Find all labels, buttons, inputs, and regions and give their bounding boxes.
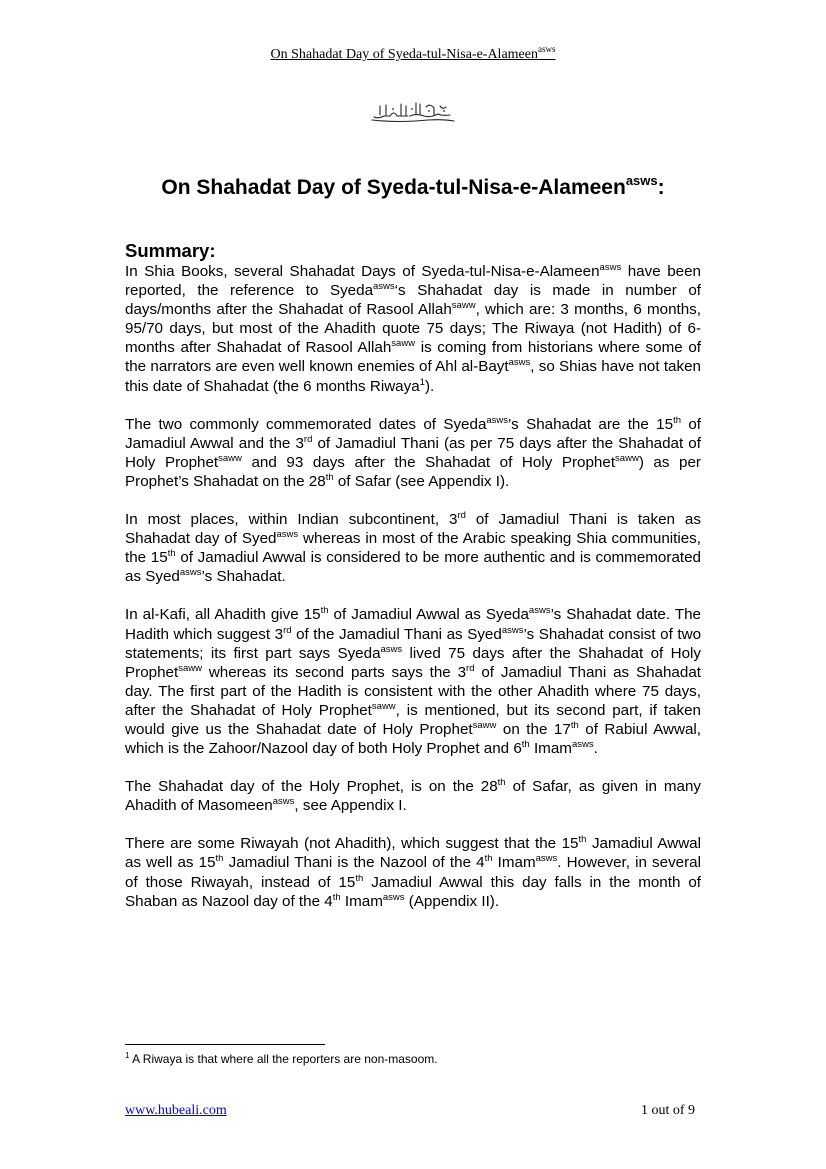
text-run: of Jamadiul Awwal and the 3 (125, 415, 701, 452)
title-sup: asws (625, 173, 658, 188)
superscript: th (578, 834, 587, 846)
superscript: saww (451, 300, 476, 312)
superscript: th (521, 739, 530, 751)
text-run: ’s Shahadat consist of two statements; its first part says Syeda (125, 625, 702, 662)
running-header (0, 44, 826, 63)
body-paragraph (125, 605, 701, 758)
text-run: ). (424, 377, 435, 395)
superscript: th (167, 548, 176, 560)
superscript: saww (472, 719, 497, 731)
superscript: asws (599, 262, 622, 273)
superscript: asws (501, 624, 524, 636)
text-run: Jamadiul Thani is the Nazool of the 4 (223, 854, 485, 872)
superscript: rd (283, 624, 292, 636)
superscript: th (325, 471, 334, 483)
superscript: asws (179, 567, 202, 579)
superscript: asws (486, 414, 509, 426)
footnote-divider (125, 1044, 325, 1045)
text-run: Imam (340, 892, 383, 910)
body-paragraph (125, 777, 701, 815)
text-run: whereas its second parts says the 3 (201, 663, 467, 681)
text-run: , see Appendix I. (294, 797, 407, 815)
superscript: asws (528, 605, 551, 617)
text-run: of the Jamadiul Thani as Syed (291, 625, 502, 643)
website-link[interactable]: www.hubeali.com (125, 1103, 227, 1118)
summary-paragraphs (125, 262, 701, 911)
running-header-sup: asws (537, 44, 556, 54)
text-run: . (593, 740, 598, 758)
text-run: There are some Riwayah (not Ahadith), which suggest that the 15 (125, 835, 579, 853)
superscript: th (215, 853, 224, 865)
text-run: ’s Shahadat are the 15 (508, 415, 674, 433)
text-run: . However, in several of those Riwayah, instead of 15 (125, 854, 701, 891)
superscript: asws (272, 796, 295, 808)
text-run: Jamadiul Awwal as well as 15 (125, 835, 701, 872)
body-paragraph (125, 262, 701, 396)
text-run: , so Shias have not taken this date of Shahadat (the 6 months Riwaya (125, 358, 701, 395)
text-run: of Jamadiul Awwal is considered to be more authentic and is commemorated as Syed (125, 549, 701, 586)
title-text: On Shahadat Day of Syeda-tul-Nisa-e-Alameen (161, 176, 626, 199)
text-run: In Shia Books, several Shahadat Days of Syeda-tul-Nisa-e-Alameen (125, 263, 600, 280)
summary-heading: Summary: (125, 240, 216, 261)
page-number: 1 out of 9 (640, 1103, 695, 1118)
body-paragraph (125, 415, 701, 491)
superscript: 1 (419, 376, 425, 388)
document-title (0, 173, 826, 200)
text-run: and 93 days after the Shahadat of Holy Prophet (241, 453, 616, 471)
text-run: Jamadiul Awwal this day falls in the month of Shaban as Nazool day of the 4 (125, 873, 701, 910)
superscript: saww (615, 452, 639, 464)
text-run: ’s Shahadat. (201, 568, 286, 586)
superscript: rd (466, 662, 475, 674)
text-run: Imam (529, 740, 572, 758)
text-run: of Safar, as given in many Ahadith of Masomeen (125, 778, 701, 815)
text-run: of Rabiul Awwal, which is the Zahoor/Nazool day of both Holy Prophet and 6 (125, 720, 701, 758)
text-run: The two commonly commemorated dates of Syeda (125, 415, 487, 433)
text-run: of Jamadiul Thani (as per 75 days after the Shahadat of Holy Prophet (125, 434, 701, 471)
text-run: Imam (492, 854, 536, 872)
text-run: In al-Kafi, all Ahadith give 15 (125, 606, 321, 624)
text-run: have been reported, the reference to Syeda (125, 263, 701, 300)
running-header-text: On Shahadat Day of Syeda-tul-Nisa-e-Alameen (270, 47, 538, 62)
text-run: ’s Shahadat date. The Hadith which suggest 3 (125, 606, 702, 643)
body-paragraph (125, 834, 701, 910)
superscript: th (355, 872, 364, 884)
superscript: saww (391, 338, 416, 350)
footnote-text: A Riwaya is that where all the reporters are non-masoom. (129, 1052, 438, 1066)
text-run: of Safar (see Appendix I). (333, 472, 510, 490)
text-run: of Jamadiul Awwal as Syeda (328, 606, 529, 624)
text-run: ) as per Prophet’s Shahadat on the 28 (125, 453, 701, 490)
text-run: lived 75 days after the Shahadat of Holy Prophet (125, 644, 701, 681)
text-run: , is mentioned, but its second part, if taken would give us the Shahadat date of Holy Prophet (125, 701, 702, 738)
text-run: The Shahadat day of the Holy Prophet, is on the 28 (125, 778, 498, 796)
superscript: saww (218, 452, 242, 464)
superscript: th (497, 777, 506, 789)
text-run: whereas in most of the Arabic speaking Shia communities, the 15 (125, 530, 701, 567)
body-paragraph (125, 510, 701, 586)
footnote-marker: 1 (125, 1051, 130, 1060)
footnote (125, 1052, 438, 1066)
superscript: asws (373, 281, 395, 293)
superscript: saww (371, 700, 396, 712)
text-run: on the 17 (496, 720, 571, 738)
text-run: In most places, within Indian subcontinent, 3 (125, 511, 458, 529)
superscript: rd (303, 433, 313, 445)
text-run: ‘s Shahadat day is made in number of days/months after the Shahadat of Rasool Allah (125, 282, 701, 319)
superscript: asws (508, 357, 531, 369)
superscript: asws (276, 529, 299, 541)
superscript: saww (178, 662, 202, 674)
title-suffix: : (657, 176, 665, 199)
superscript: asws (571, 739, 594, 751)
superscript: th (570, 719, 579, 731)
superscript: th (484, 853, 493, 865)
superscript: asws (380, 643, 403, 655)
superscript: th (320, 605, 329, 617)
superscript: asws (382, 891, 405, 903)
text-run: is coming from historians where some of the narrators are even well known enemies of Ahl al-Bayt (125, 339, 701, 376)
superscript: th (673, 414, 681, 426)
text-run: (Appendix II). (404, 892, 500, 910)
text-run: , which are: 3 months, 6 months, 95/70 days, but most of the Ahadith quote 75 days; The Riwaya (not Hadith) of 6-months after Shahadat of Rasool Allah (125, 301, 702, 357)
text-run: of Jamadiul Thani as Shahadat day. The first part of the Hadith is consistent with the other Ahadith where 75 days, after the Shahadat of Holy Prophet (125, 663, 701, 719)
superscript: asws (535, 853, 558, 865)
superscript: th (332, 891, 341, 903)
bismillah-calligraphy-icon (368, 98, 458, 124)
text-run: of Jamadiul Thani is taken as Shahadat day of Syed (125, 511, 701, 548)
superscript: rd (457, 510, 466, 522)
document-body (125, 240, 701, 930)
